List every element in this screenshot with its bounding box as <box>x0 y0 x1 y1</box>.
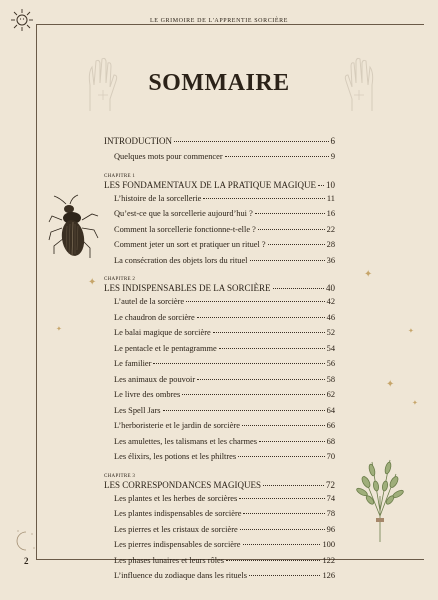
chapter-label: CHAPITRE 2 <box>104 277 136 282</box>
toc-item[interactable]: L’histoire de la sorcellerie 11 <box>114 193 335 203</box>
toc-item[interactable]: Comment la sorcellerie fonctionne-t-elle ? 22 <box>114 224 335 234</box>
crescent-moon-icon <box>14 526 38 556</box>
sparkle-icon: ✦ <box>412 399 418 407</box>
sparkle-icon: ✦ <box>56 325 62 333</box>
toc-item[interactable]: Les phases lunaires et leurs rôles 122 <box>114 555 335 565</box>
toc-item[interactable]: Les plantes indispensables de sorcière 78 <box>114 509 335 518</box>
toc-chapter-heading[interactable]: LES FONDAMENTAUX DE LA PRATIQUE MAGIQUE 10 <box>104 179 335 190</box>
beetle-illustration <box>48 194 100 266</box>
toc-item[interactable]: L’autel de la sorcière 42 <box>114 297 335 306</box>
left-rule <box>36 24 37 560</box>
chapter-label: CHAPITRE 3 <box>104 473 136 479</box>
toc-item[interactable]: Le chaudron de sorcière 46 <box>114 312 335 322</box>
sparkle-icon: ✦ <box>364 269 373 280</box>
top-rule <box>36 24 424 25</box>
sparkle-icon: ✦ <box>88 277 97 288</box>
herb-bundle-illustration <box>352 456 408 544</box>
chapter-label: CHAPITRE 1 <box>104 173 136 179</box>
toc-entry-introduction[interactable]: INTRODUCTION 6 <box>104 136 335 146</box>
page-title: SOMMAIRE <box>148 70 290 96</box>
toc-item[interactable]: Qu’est-ce que la sorcellerie aujourd’hui ? 16 <box>114 209 335 218</box>
sparkle-icon: ✦ <box>408 327 414 335</box>
toc-item[interactable]: La consécration des objets lors du rituel 36 <box>114 255 335 265</box>
toc-chapter-heading[interactable]: LES CORRESPONDANCES MAGIQUES 72 <box>104 479 335 490</box>
toc-item[interactable]: Le pentacle et le pentagramme 54 <box>114 343 335 353</box>
toc-chapter-heading[interactable]: LES INDISPENSABLES DE LA SORCIÈRE 40 <box>104 283 335 293</box>
running-header: LE GRIMOIRE DE L'APPRENTIE SORCIÈRE <box>0 18 438 24</box>
toc-chapters <box>104 174 335 587</box>
toc-item[interactable]: Les pierres et les cristaux de sorcière 96 <box>114 524 335 534</box>
sun-icon <box>10 8 34 32</box>
toc-item[interactable]: Comment jeter un sort et pratiquer un rituel ? 28 <box>114 240 335 249</box>
toc-item[interactable]: L’influence du zodiaque dans les rituels 126 <box>114 571 335 580</box>
sparkle-icon: ✦ <box>386 379 395 390</box>
toc-item[interactable]: Quelques mots pour commencer 9 <box>114 152 335 161</box>
toc-item[interactable]: Les amulettes, les talismans et les charmes 68 <box>114 436 335 446</box>
toc-item[interactable]: Les pierres indispensables de sorcière 100 <box>114 540 335 549</box>
toc-item[interactable]: Les Spell Jars 64 <box>114 405 335 415</box>
toc-item[interactable]: Le balai magique de sorcière 52 <box>114 328 335 337</box>
toc-item[interactable]: Les élixirs, les potions et les philtres 70 <box>114 452 335 461</box>
page-number: 2 <box>24 556 29 566</box>
toc-item[interactable]: Le livre des ombres 62 <box>114 390 335 399</box>
toc-item[interactable]: L’herboristerie et le jardin de sorcière 66 <box>114 421 335 430</box>
toc-item[interactable]: Le familier 56 <box>114 359 335 368</box>
toc-item[interactable]: Les plantes et les herbes de sorcières 74 <box>114 493 335 503</box>
table-of-contents <box>104 136 335 587</box>
toc-item[interactable]: Les animaux de pouvoir 58 <box>114 374 335 384</box>
